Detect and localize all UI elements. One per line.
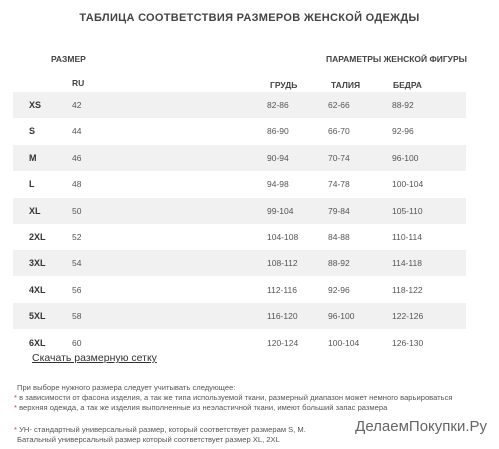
note-line-2-text: верхняя одежда, а так же изделия выполненные из неэластичной ткани, имеют больший запас размера xyxy=(19,403,388,412)
ru-cell: 42 xyxy=(72,100,82,110)
ru-cell: 56 xyxy=(72,284,82,295)
chest-cell: 104-108 xyxy=(267,232,299,242)
size-cell: XL xyxy=(29,205,41,216)
note-line-2 xyxy=(14,403,387,413)
chest-cell: 120-124 xyxy=(267,337,299,348)
waist-cell: 74-78 xyxy=(328,179,350,190)
size-cell: 6XL xyxy=(29,337,46,348)
table-row xyxy=(13,224,466,250)
page-title: ТАБЛИЦА СООТВЕТСТВИЯ РАЗМЕРОВ ЖЕНСКОЙ ОДЕЖДЫ xyxy=(79,12,420,24)
waist-cell: 92-96 xyxy=(328,284,350,295)
chest-cell: 116-120 xyxy=(267,311,298,322)
ru-cell: 54 xyxy=(72,258,82,269)
note-line-1-text: в зависимости от фасона изделия, а так же типа используемой ткани, размерный диапазон может немного варьироваться xyxy=(19,393,453,402)
waist-cell: 70-74 xyxy=(328,152,350,163)
size-cell: L xyxy=(29,179,35,190)
hips-cell: 114-118 xyxy=(392,258,422,269)
chest-cell: 108-112 xyxy=(267,258,298,269)
header-params: ПАРАМЕТРЫ ЖЕНСКОЙ ФИГУРЫ xyxy=(326,54,467,64)
waist-cell: 84-88 xyxy=(328,232,350,242)
hips-cell: 126-130 xyxy=(392,337,424,348)
ru-cell: 50 xyxy=(72,205,82,216)
table-row xyxy=(13,303,466,329)
download-size-chart-link[interactable]: Скачать размерную сетку xyxy=(32,352,157,364)
hips-cell: 110-114 xyxy=(392,232,422,242)
chest-cell: 82-86 xyxy=(267,100,289,110)
header-ru: RU xyxy=(72,78,85,88)
brand-watermark: ДелаемПокупки.Ру xyxy=(355,418,487,435)
table-row xyxy=(13,171,466,197)
header-hips: БЕДРА xyxy=(393,80,422,90)
hips-cell: 88-92 xyxy=(392,100,414,110)
size-cell: XS xyxy=(29,100,42,110)
waist-cell: 96-100 xyxy=(328,311,355,322)
waist-cell: 79-84 xyxy=(328,205,350,216)
size-cell: 4XL xyxy=(29,284,46,295)
note-line-4-text: Батальный универсальный размер который соответствует размер XL, 2XL xyxy=(17,435,280,444)
note-intro-text: При выборе нужного размера следует учитывать следующее: xyxy=(17,383,236,392)
hips-cell: 122-126 xyxy=(392,311,424,322)
note-line-3-text: УН- стандартный универсальный размер, который соответствует размерам S, M. xyxy=(19,425,306,434)
chest-cell: 99-104 xyxy=(267,205,294,216)
table-row xyxy=(13,277,466,303)
waist-cell: 62-66 xyxy=(328,100,350,110)
note-star: * xyxy=(14,403,17,412)
size-cell: 2XL xyxy=(29,232,46,242)
hips-cell: 105-110 xyxy=(392,205,423,216)
note-line-1 xyxy=(14,393,453,403)
ru-cell: 46 xyxy=(72,152,82,163)
chest-cell: 86-90 xyxy=(267,126,289,137)
ru-cell: 44 xyxy=(72,126,82,137)
table-row xyxy=(13,92,466,118)
ru-cell: 48 xyxy=(72,179,82,190)
chest-cell: 90-94 xyxy=(267,152,289,163)
chest-cell: 94-98 xyxy=(267,179,289,190)
size-cell: 3XL xyxy=(29,258,46,269)
hips-cell: 100-104 xyxy=(392,179,424,190)
note-line-4 xyxy=(17,435,280,445)
waist-cell: 100-104 xyxy=(328,337,360,348)
ru-cell: 60 xyxy=(72,337,82,348)
ru-cell: 52 xyxy=(72,232,82,242)
table-row xyxy=(13,198,466,224)
size-cell: 5XL xyxy=(29,311,46,322)
table-row xyxy=(13,145,466,171)
waist-cell: 66-70 xyxy=(328,126,350,137)
header-size: РАЗМЕР xyxy=(51,54,86,64)
hips-cell: 92-96 xyxy=(392,126,414,137)
note-star: * xyxy=(14,393,17,402)
table-row xyxy=(13,118,466,144)
note-line-3 xyxy=(14,425,306,435)
size-cell: M xyxy=(29,152,37,163)
table-row xyxy=(13,250,466,276)
waist-cell: 88-92 xyxy=(328,258,350,269)
note-intro xyxy=(17,383,235,393)
hips-cell: 96-100 xyxy=(392,152,419,163)
ru-cell: 58 xyxy=(72,311,82,322)
size-cell: S xyxy=(29,126,36,137)
chest-cell: 112-116 xyxy=(267,284,297,295)
header-chest: ГРУДЬ xyxy=(270,80,298,90)
note-star: * xyxy=(14,425,17,434)
header-waist: ТАЛИЯ xyxy=(331,80,361,90)
hips-cell: 118-122 xyxy=(392,284,423,295)
